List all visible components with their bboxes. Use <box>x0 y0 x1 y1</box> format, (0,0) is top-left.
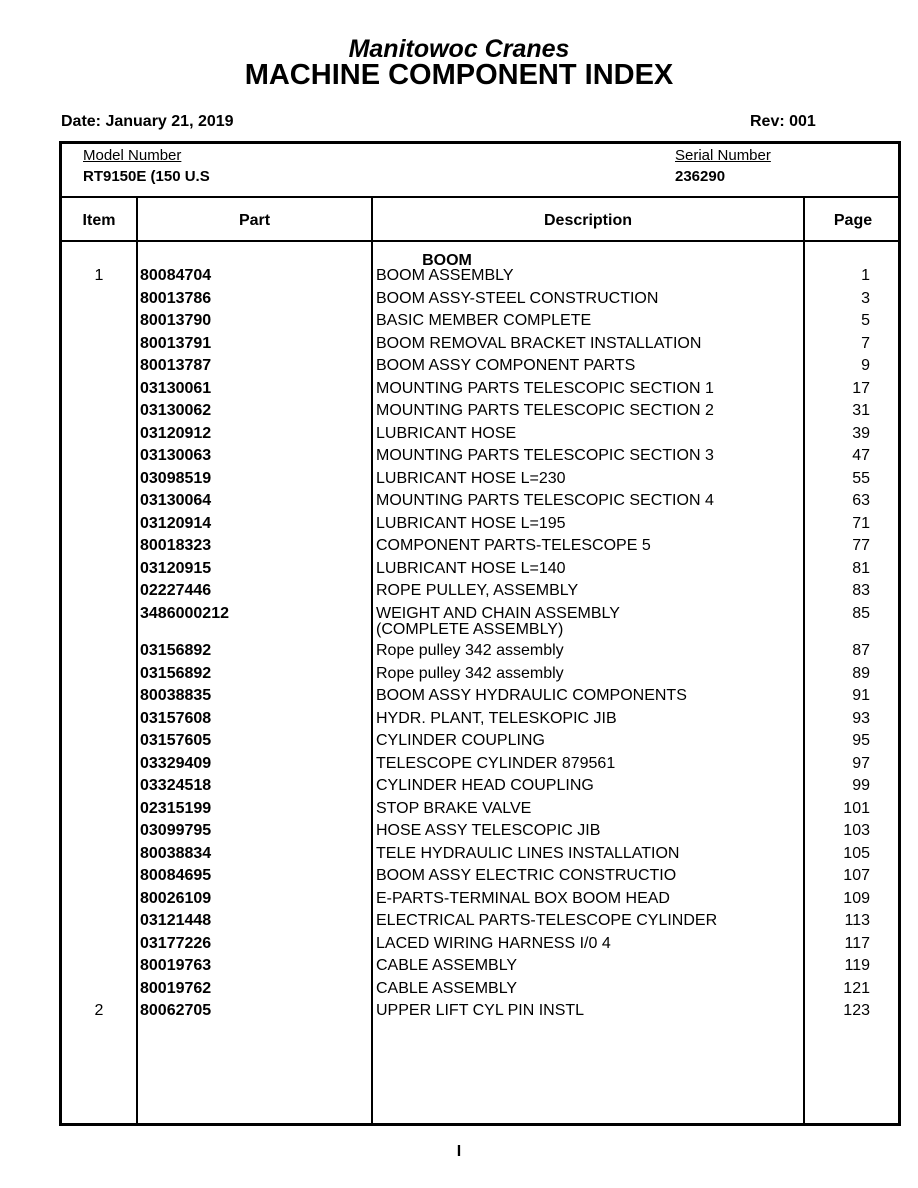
part-number: 80084704 <box>140 267 212 284</box>
description-text: COMPONENT PARTS-TELESCOPE 5 <box>376 537 651 554</box>
table-row <box>62 604 898 638</box>
page-cell: 7 <box>861 334 870 352</box>
page-cell: 81 <box>852 559 870 577</box>
item-cell: 2 <box>94 1002 104 1019</box>
table-row <box>62 777 898 799</box>
column-header-description: Description <box>543 212 632 229</box>
description-text: CYLINDER COUPLING <box>376 732 545 749</box>
page-cell: 1 <box>861 267 870 284</box>
description-text: BOOM ASSEMBLY <box>376 267 514 284</box>
company-name: Manitowoc Cranes <box>348 35 570 63</box>
page-cell: 17 <box>852 379 870 397</box>
description-text: TELESCOPE CYLINDER 879561 <box>376 754 616 772</box>
description-text: LACED WIRING HARNESS I/0 4 <box>376 934 611 952</box>
page-cell: 87 <box>852 642 870 659</box>
table-row <box>62 890 898 912</box>
table-row <box>62 935 898 957</box>
page-cell: 103 <box>843 822 870 839</box>
model-number-value: RT9150E (150 U.S <box>83 168 210 185</box>
page-cell: 123 <box>843 1002 870 1019</box>
description-text: MOUNTING PARTS TELESCOPIC SECTION 2 <box>376 402 714 419</box>
index-table <box>59 141 901 1126</box>
part-number: 03329409 <box>140 754 212 772</box>
column-header-page: Page <box>833 212 873 229</box>
column-header-part: Part <box>238 212 271 229</box>
table-row <box>62 290 898 312</box>
description-text: HYDR. PLANT, TELESKOPIC JIB <box>376 709 617 727</box>
description-cell <box>376 538 651 554</box>
description-text: HOSE ASSY TELESCOPIC JIB <box>376 822 601 839</box>
table-row <box>62 642 898 664</box>
page-cell: 89 <box>852 664 870 682</box>
part-number: 03130062 <box>140 402 212 419</box>
serial-number-label: Serial Number <box>675 147 771 164</box>
page-cell: 101 <box>843 799 870 817</box>
date-label: Date: January 21, 2019 <box>61 113 234 130</box>
table-row <box>62 912 898 934</box>
page-cell: 105 <box>843 844 870 862</box>
description-text: MOUNTING PARTS TELESCOPIC SECTION 1 <box>376 379 714 397</box>
page-cell: 3 <box>861 289 870 307</box>
part-number: 80013790 <box>140 312 212 329</box>
description-cell <box>376 313 591 329</box>
page-cell: 119 <box>844 957 870 974</box>
table-row <box>62 980 898 1002</box>
table-row <box>62 380 898 402</box>
page-cell: 109 <box>843 889 870 907</box>
page-cell: 95 <box>852 732 870 749</box>
part-number: 80038834 <box>140 844 212 862</box>
part-number: 03156892 <box>140 642 212 659</box>
description-cell <box>376 336 701 352</box>
description-cell <box>376 913 717 929</box>
page-cell: 47 <box>852 447 870 464</box>
description-text: CABLE ASSEMBLY <box>376 957 518 974</box>
description-text: LUBRICANT HOSE <box>376 424 517 442</box>
table-row <box>62 312 898 334</box>
description-text: LUBRICANT HOSE L=140 <box>376 559 566 577</box>
page-cell: 117 <box>844 934 870 952</box>
part-number: 03120914 <box>140 514 212 532</box>
part-number: 03177226 <box>140 934 212 952</box>
page-number: I <box>456 1143 462 1160</box>
table-row <box>62 537 898 559</box>
description-text: E-PARTS-TERMINAL BOX BOOM HEAD <box>376 889 670 907</box>
description-text: Rope pulley 342 assembly <box>376 664 564 682</box>
serial-number-value: 236290 <box>675 168 726 185</box>
table-row <box>62 1002 898 1024</box>
description-cell <box>376 891 670 907</box>
description-cell <box>376 801 531 817</box>
part-number: 03130064 <box>140 492 212 509</box>
part-number: 80084695 <box>140 867 212 884</box>
description-cell <box>376 756 615 772</box>
part-number: 80013786 <box>140 289 212 307</box>
description-cell <box>376 493 714 509</box>
description-text: BOOM ASSY HYDRAULIC COMPONENTS <box>376 687 687 704</box>
description-cell <box>376 823 600 839</box>
description-text: BOOM ASSY-STEEL CONSTRUCTION <box>376 289 659 307</box>
table-row <box>62 560 898 582</box>
description-cell <box>376 606 620 638</box>
part-number: 80013791 <box>140 334 212 352</box>
description-cell <box>376 1003 584 1019</box>
page-cell: 55 <box>852 469 870 487</box>
document-title: MACHINE COMPONENT INDEX <box>244 59 674 91</box>
description-text: BOOM ASSY COMPONENT PARTS <box>376 357 636 374</box>
description-text: BASIC MEMBER COMPLETE <box>376 312 592 329</box>
description-cell <box>376 426 516 442</box>
column-header-item: Item <box>82 212 116 229</box>
page-cell: 121 <box>843 979 870 997</box>
page-cell: 71 <box>852 514 870 532</box>
description-cell <box>376 268 514 284</box>
page-cell: 93 <box>852 709 870 727</box>
table-row <box>62 732 898 754</box>
part-number: 03157608 <box>140 709 212 727</box>
part-number: 03098519 <box>140 469 212 487</box>
description-cell <box>376 561 566 577</box>
page-cell: 5 <box>861 312 870 329</box>
table-row <box>62 845 898 867</box>
part-number: 03130063 <box>140 447 212 464</box>
description-cell <box>376 778 594 794</box>
table-row <box>62 582 898 604</box>
part-number: 03099795 <box>140 822 212 839</box>
description-text: CYLINDER HEAD COUPLING <box>376 777 594 794</box>
description-text: ELECTRICAL PARTS-TELESCOPE CYLINDER <box>376 912 718 929</box>
page-cell: 83 <box>852 582 870 599</box>
table-row <box>62 665 898 687</box>
description-text: BOOM ASSY ELECTRIC CONSTRUCTIO <box>376 867 677 884</box>
page-cell: 85 <box>852 604 870 622</box>
description-cell <box>376 291 658 307</box>
page-cell: 99 <box>852 777 870 794</box>
part-number: 03120912 <box>140 424 212 442</box>
description-cell <box>376 688 687 704</box>
model-number-label: Model Number <box>83 147 182 164</box>
table-row <box>62 515 898 537</box>
description-text: CABLE ASSEMBLY <box>376 979 518 997</box>
table-row <box>62 710 898 732</box>
part-number: 03157605 <box>140 732 212 749</box>
part-number: 02227446 <box>140 582 212 599</box>
description-cell <box>376 868 676 884</box>
description-cell <box>376 733 545 749</box>
page-cell: 91 <box>852 687 870 704</box>
description-cell <box>376 936 611 952</box>
table-row <box>62 867 898 889</box>
part-number: 03324518 <box>140 777 212 794</box>
description-text-continued: (COMPLETE ASSEMBLY) <box>376 620 564 638</box>
part-number: 03130061 <box>140 379 212 397</box>
description-text: UPPER LIFT CYL PIN INSTL <box>376 1002 585 1019</box>
table-row <box>62 755 898 777</box>
description-text: TELE HYDRAULIC LINES INSTALLATION <box>376 844 680 862</box>
description-text: ROPE PULLEY, ASSEMBLY <box>376 582 579 599</box>
table-row <box>62 470 898 492</box>
part-number: 3486000212 <box>140 604 229 622</box>
page-cell: 63 <box>852 492 870 509</box>
description-cell <box>376 981 517 997</box>
page-cell: 107 <box>843 867 870 884</box>
item-cell: 1 <box>94 267 104 284</box>
part-number: 03120915 <box>140 559 212 577</box>
section-title: BOOM <box>422 252 472 269</box>
description-cell <box>376 711 617 727</box>
description-cell <box>376 666 564 682</box>
part-number: 80019762 <box>140 979 212 997</box>
description-text: LUBRICANT HOSE L=230 <box>376 469 566 487</box>
part-number: 80038835 <box>140 687 212 704</box>
table-row <box>62 447 898 469</box>
table-row <box>62 267 898 289</box>
table-row <box>62 402 898 424</box>
description-text: BOOM REMOVAL BRACKET INSTALLATION <box>376 334 702 352</box>
description-cell <box>376 448 714 464</box>
page-cell: 77 <box>852 537 870 554</box>
part-number: 80018323 <box>140 537 212 554</box>
revision-label: Rev: 001 <box>750 113 816 130</box>
description-cell <box>376 846 679 862</box>
table-row <box>62 335 898 357</box>
part-number: 80062705 <box>140 1002 212 1019</box>
divider <box>62 196 898 198</box>
table-row <box>62 357 898 379</box>
page-cell: 9 <box>861 357 870 374</box>
part-number: 80013787 <box>140 357 212 374</box>
description-cell <box>376 381 714 397</box>
description-cell <box>376 403 714 419</box>
description-cell <box>376 471 566 487</box>
page-cell: 113 <box>844 912 870 929</box>
description-text: LUBRICANT HOSE L=195 <box>376 514 566 532</box>
page-cell: 31 <box>852 402 870 419</box>
part-number: 80019763 <box>140 957 212 974</box>
description-text: WEIGHT AND CHAIN ASSEMBLY <box>376 604 620 622</box>
description-text: Rope pulley 342 assembly <box>376 642 564 659</box>
table-row <box>62 687 898 709</box>
table-row <box>62 822 898 844</box>
page-cell: 97 <box>852 754 870 772</box>
part-number: 03121448 <box>140 912 212 929</box>
table-row <box>62 425 898 447</box>
description-text: MOUNTING PARTS TELESCOPIC SECTION 3 <box>376 447 714 464</box>
divider <box>62 240 898 242</box>
description-cell <box>376 583 578 599</box>
table-row <box>62 957 898 979</box>
table-row <box>62 800 898 822</box>
description-text: STOP BRAKE VALVE <box>376 799 532 817</box>
part-number: 80026109 <box>140 889 212 907</box>
description-cell <box>376 516 566 532</box>
table-row <box>62 492 898 514</box>
description-text: MOUNTING PARTS TELESCOPIC SECTION 4 <box>376 492 714 509</box>
page-cell: 39 <box>852 424 870 442</box>
description-cell <box>376 358 635 374</box>
description-cell <box>376 643 564 659</box>
part-number: 02315199 <box>140 799 212 817</box>
description-cell <box>376 958 517 974</box>
part-number: 03156892 <box>140 664 212 682</box>
